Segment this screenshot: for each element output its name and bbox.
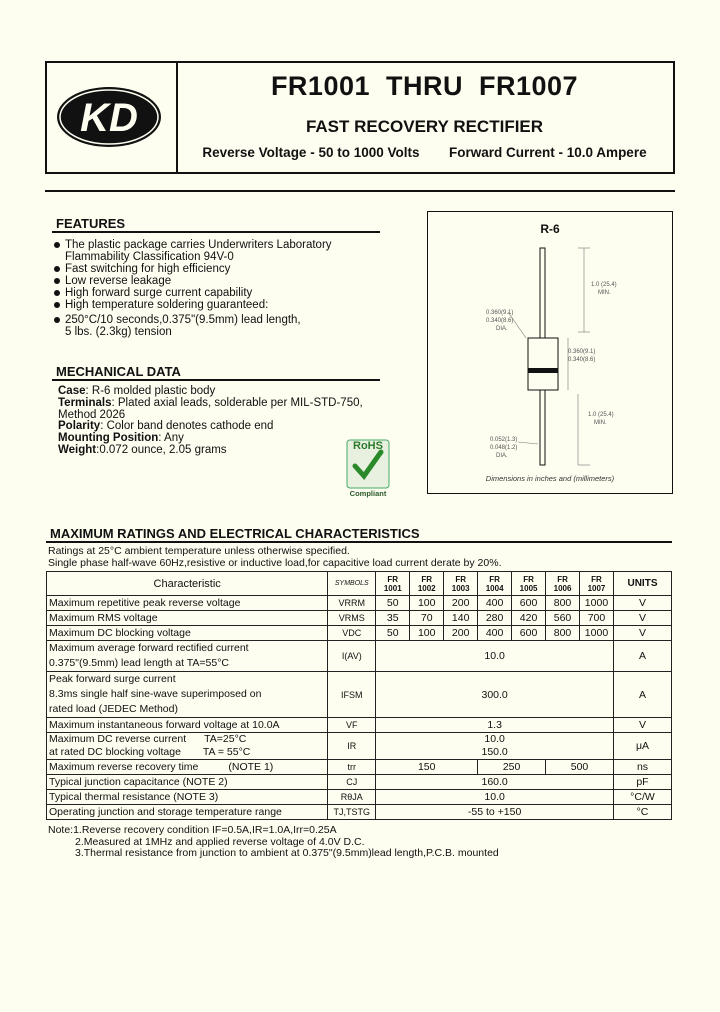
row-characteristic (47, 760, 328, 775)
row-value: 1000 (580, 596, 614, 611)
logo-cell (47, 63, 178, 172)
diode-outline (428, 212, 672, 493)
header-part: FR 1007 (580, 572, 614, 596)
row-unit: μA (613, 733, 671, 760)
table-header-row (47, 572, 672, 596)
dimensions-caption: Dimensions in inches and (millimeters) (485, 474, 615, 483)
row-characteristic: Maximum instantaneous forward voltage at 10.0A (47, 718, 328, 733)
package-name: R-6 (540, 222, 560, 236)
ratings-title: MAXIMUM RATINGS AND ELECTRICAL CHARACTERISTICS (50, 526, 420, 541)
mounting-label: Mounting Position (58, 432, 159, 445)
row-characteristic-line: 0.375"(9.5mm) lead length at TA=55°C (49, 657, 230, 669)
dim-lead-top: 1.0 (25.4) (591, 282, 617, 288)
mechanical-rule (52, 379, 380, 381)
ratings-note-1: Ratings at 25°C ambient temperature unless otherwise specified. (48, 545, 350, 557)
row-unit: A (613, 672, 671, 718)
row-value: 140 (444, 611, 478, 626)
row-condition: TA = 55°C (202, 746, 251, 758)
row-value: 160.0 (376, 775, 614, 790)
table-row (47, 775, 672, 790)
weight-value: :0.072 ounce, 2.05 grams (96, 443, 227, 456)
row-symbol: RθJA (328, 790, 376, 805)
row-value: 600 (512, 626, 546, 641)
row-condition: TA=25°C (204, 733, 247, 745)
note-1: Note:1.Reverse recovery condition IF=0.5A,IR=1.0A,Irr=0.25A (48, 824, 337, 836)
row-value: 50 (376, 596, 410, 611)
features-rule (52, 231, 380, 233)
ratings-rule (46, 541, 672, 543)
dim-body-dia: 0.360(9.1) (486, 310, 514, 316)
row-characteristic-line: 8.3ms single half sine-wave superimposed on (49, 688, 262, 700)
header-symbols: SYMBOLS (328, 572, 376, 596)
feature-item: High temperature soldering guaranteed: (53, 299, 383, 311)
page-title: FR1001 THRU FR1007 (270, 71, 579, 101)
spec-voltage: Reverse Voltage - 50 to 1000 Volts (202, 145, 420, 160)
row-value: 1.3 (376, 718, 614, 733)
notes-block (48, 825, 499, 860)
row-unit: V (613, 611, 671, 626)
row-symbol: IR (328, 733, 376, 760)
features-list (53, 239, 383, 338)
feature-item: Low reverse leakage (53, 275, 383, 287)
dim-lead-dia-label: DIA. (496, 453, 508, 459)
row-value: 10.0 (376, 790, 614, 805)
table-row (47, 596, 672, 611)
header-units: UNITS (613, 572, 671, 596)
table-row (47, 672, 672, 718)
dim-body-dia-2: 0.340(8.6) (486, 318, 514, 324)
table-row (47, 611, 672, 626)
rohs-badge (345, 438, 391, 498)
row-characteristic-line: at rated DC blocking voltage (49, 746, 181, 758)
row-value: 700 (580, 611, 614, 626)
row-value: 600 (512, 596, 546, 611)
mechanical-data (58, 386, 388, 457)
row-characteristic: Typical thermal resistance (NOTE 3) (47, 790, 328, 805)
row-characteristic-line: Maximum DC reverse current (49, 733, 187, 745)
feature-item: 250°C/10 seconds,0.375"(9.5mm) lead length, (53, 314, 383, 326)
row-note: (NOTE 1) (228, 761, 274, 773)
row-unit: °C/W (613, 790, 671, 805)
dim-body-len: 0.360(9.1) (568, 349, 596, 355)
table-row (47, 805, 672, 820)
row-value: 1000 (580, 626, 614, 641)
row-value-line: 150.0 (481, 746, 508, 758)
row-value: 200 (444, 596, 478, 611)
row-characteristic: Maximum DC blocking voltage (47, 626, 328, 641)
row-symbol: VRRM (328, 596, 376, 611)
spec-line (176, 145, 673, 160)
row-value: 300.0 (376, 672, 614, 718)
row-symbol: CJ (328, 775, 376, 790)
row-symbol: trr (328, 760, 376, 775)
row-characteristic: Operating junction and storage temperature range (47, 805, 328, 820)
terminals-value-2: Method 2026 (58, 408, 126, 421)
header-part: FR 1002 (410, 572, 444, 596)
ratings-notes (48, 545, 502, 569)
row-unit: °C (613, 805, 671, 820)
row-symbol: IFSM (328, 672, 376, 718)
dim-body-dia-label: DIA. (496, 326, 508, 332)
row-characteristic: Maximum repetitive peak reverse voltage (47, 596, 328, 611)
row-characteristic (47, 672, 328, 718)
note-3: 3.Thermal resistance from junction to ambient at 0.375"(9.5mm)lead length,P.C.B. mounted (75, 847, 499, 859)
row-characteristic-line: Peak forward surge current (49, 673, 176, 685)
row-unit: V (613, 626, 671, 641)
row-value: 250 (478, 760, 546, 775)
case-label: Case (58, 385, 86, 397)
row-characteristic: Maximum RMS voltage (47, 611, 328, 626)
row-value-line: 10.0 (484, 733, 505, 745)
row-value: 560 (546, 611, 580, 626)
ratings-table (46, 571, 672, 820)
row-value: 800 (546, 626, 580, 641)
kd-logo (47, 63, 172, 172)
polarity-label: Polarity (58, 420, 101, 433)
row-value: 35 (376, 611, 410, 626)
header-part: FR 1003 (444, 572, 478, 596)
row-unit: V (613, 718, 671, 733)
row-symbol: I(AV) (328, 641, 376, 672)
row-value: 100 (410, 626, 444, 641)
table-row (47, 641, 672, 672)
dim-body-len-2: 0.340(8.6) (568, 357, 596, 363)
mounting-value: : Any (158, 432, 184, 445)
note-2: 2.Measured at 1MHz and applied reverse voltage of 4.0V D.C. (75, 835, 365, 848)
terminals-label: Terminals (58, 396, 112, 409)
features-title: FEATURES (56, 216, 126, 231)
dim-lead-top-min: MIN. (598, 290, 611, 296)
row-value: 100 (410, 596, 444, 611)
row-value: -55 to +150 (376, 805, 614, 820)
row-value: 150 (376, 760, 478, 775)
header-part: FR 1006 (546, 572, 580, 596)
header-characteristic: Characteristic (47, 572, 328, 596)
case-value: : R-6 molded plastic body (85, 385, 216, 397)
dim-lead-dia-2: 0.048(1.2) (490, 445, 518, 451)
row-characteristic-line: Maximum average forward rectified current (49, 642, 249, 654)
row-unit: pF (613, 775, 671, 790)
dim-lead-bottom: 1.0 (25.4) (588, 412, 614, 418)
table-row (47, 718, 672, 733)
polarity-value: : Color band denotes cathode end (100, 420, 274, 433)
feature-item: Flammability Classification 94V-0 (65, 251, 234, 263)
table-row (47, 790, 672, 805)
table-row (47, 626, 672, 641)
row-unit: A (613, 641, 671, 672)
header-box (45, 61, 675, 174)
row-characteristic-line: rated load (JEDEC Method) (49, 703, 178, 715)
header-part: FR 1005 (512, 572, 546, 596)
row-value: 400 (478, 596, 512, 611)
spec-current: Forward Current - 10.0 Ampere (449, 145, 647, 160)
row-value: 200 (444, 626, 478, 641)
rohs-label: RoHS (353, 440, 383, 452)
row-characteristic: Typical junction capacitance (NOTE 2) (47, 775, 328, 790)
row-value (376, 733, 614, 760)
dim-lead-dia: 0.052(1.3) (490, 437, 518, 443)
feature-item: The plastic package carries Underwriters Laboratory (53, 239, 383, 251)
rohs-sub: Compliant (349, 489, 387, 498)
row-symbol: TJ,TSTG (328, 805, 376, 820)
row-characteristic-line: Maximum reverse recovery time (49, 761, 199, 773)
row-value: 800 (546, 596, 580, 611)
table-row (47, 733, 672, 760)
row-symbol: VF (328, 718, 376, 733)
row-characteristic (47, 641, 328, 672)
row-value: 420 (512, 611, 546, 626)
row-characteristic (47, 733, 328, 760)
row-symbol: VDC (328, 626, 376, 641)
terminals-value: : Plated axial leads, solderable per MIL-STD-750, (111, 396, 363, 409)
feature-item: High forward surge current capability (53, 287, 383, 299)
header-part: FR 1004 (478, 572, 512, 596)
row-symbol: VRMS (328, 611, 376, 626)
row-unit: V (613, 596, 671, 611)
row-value: 50 (376, 626, 410, 641)
dim-lead-bottom-min: MIN. (594, 420, 607, 426)
table-row (47, 760, 672, 775)
subtitle: FAST RECOVERY RECTIFIER (305, 117, 544, 136)
ratings-note-2: Single phase half-wave 60Hz,resistive or inductive load,for capacitive load current derate by 20%. (48, 557, 502, 569)
package-drawing (427, 211, 673, 494)
header-part: FR 1001 (376, 572, 410, 596)
feature-item: Fast switching for high efficiency (53, 263, 383, 275)
row-unit: ns (613, 760, 671, 775)
feature-item: 5 lbs. (2.3kg) tension (65, 326, 172, 338)
logo-text: KD (80, 96, 138, 140)
weight-label: Weight (58, 443, 97, 456)
row-value: 280 (478, 611, 512, 626)
mechanical-title: MECHANICAL DATA (56, 364, 181, 379)
row-value: 400 (478, 626, 512, 641)
row-value: 70 (410, 611, 444, 626)
row-value: 10.0 (376, 641, 614, 672)
row-value: 500 (546, 760, 614, 775)
header-rule (45, 190, 675, 192)
